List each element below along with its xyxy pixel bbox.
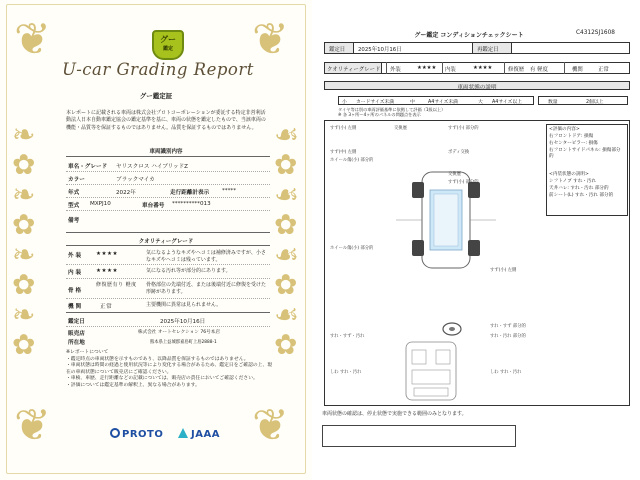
- frame-label: 骨 格: [68, 288, 82, 294]
- engine-value-sheet: 正常: [598, 67, 609, 73]
- callout-4: すず(中) 左側: [330, 150, 357, 155]
- appraisal-date-value: 2025年10月16日: [160, 319, 206, 325]
- repair-label: 修復歴: [508, 67, 525, 73]
- callout-12: すれ・汚れ 部分的: [490, 334, 526, 339]
- legend-a4: A4サイズ未満: [428, 100, 458, 105]
- engine-grade: 正常: [100, 304, 113, 310]
- legend-medium: 中: [410, 100, 415, 105]
- panel-line-4: 右フロントサイドパネル: 損傷部分的: [549, 148, 621, 160]
- sheet-id: C4312SJ1608: [576, 30, 615, 36]
- frame-number-label: 車台番号: [142, 203, 165, 209]
- date-value: 2025年10月16日: [358, 47, 402, 53]
- panel-line-3: 右センターピラー: 損傷: [549, 141, 598, 146]
- legend-large: 大: [478, 100, 483, 105]
- remarks-label: 備考: [68, 218, 80, 224]
- ornament-bottom-right-icon: ❦: [252, 400, 289, 451]
- exterior-desc: 気になるようなキズやヘコミは補修済みですが、小さなキズやヘコミは残っています。: [146, 250, 266, 263]
- year-label: 年式: [68, 190, 80, 196]
- date-label: 鑑定日: [329, 47, 346, 53]
- panel-line-9: 前シート(L) すれ・汚れ 部分的: [549, 193, 614, 198]
- frame-desc: 骨格部位の先端付近、または後端付近に修復を受けた形跡があります。: [146, 282, 267, 295]
- panel-line-6: <内装状態の説明>: [549, 172, 589, 177]
- legend-note-2: ※ 各 3ヶ所～4ヶ所のパネルの問題点を表示: [338, 112, 421, 117]
- sheet-title: グー鑑定 コンディションチェックシート: [414, 32, 524, 39]
- jaaa-logo: [178, 428, 220, 440]
- condition-title: 車両状態の説明: [457, 85, 497, 91]
- repair-value: 有 軽度: [530, 67, 548, 73]
- grading-certificate: [0, 0, 312, 480]
- callout-14: しわ すれ・汚れ: [330, 370, 362, 375]
- int-stars: ★★★★: [473, 65, 493, 71]
- year-value: 2022年: [116, 190, 136, 196]
- report-title: U-car Grading Report: [62, 60, 254, 79]
- proto-text: PROTO: [122, 429, 164, 440]
- int-label: 内装: [445, 67, 456, 73]
- ext-stars: ★★★★: [417, 65, 437, 71]
- name-label: 車名・グレード: [68, 164, 108, 170]
- note-2: ・車両状態は時間の経過と使用状況等により変化する場合があるため、鑑定日をご確認の上、現在の車両状態について販売店にご確認ください。: [66, 363, 273, 375]
- car-top-view-diagram: [386, 160, 506, 280]
- quality-section-title: クオリティーグレード: [138, 239, 194, 245]
- ornament-left-vine-icon: ❧ ✿ ❧ ✿ ❧ ✿ ❧ ✿: [12, 118, 36, 361]
- legend-note-1: タイヤ等は別の車両評価基準に依拠して評価（1級以上）: [338, 107, 446, 112]
- mileage-label: 走行距離計表示: [170, 190, 210, 196]
- interior-label: 内 装: [68, 270, 82, 276]
- ornament-top-right-icon: ❦: [252, 14, 289, 65]
- legend-card: カードサイズ未満: [356, 100, 394, 105]
- legend-a4plus: A4サイズ以上: [492, 100, 522, 105]
- signature-boxes: [322, 425, 516, 447]
- goo-appraisal-logo: [152, 30, 184, 60]
- quality-label: クオリティーグレード: [327, 67, 381, 73]
- engine-label: 機 関: [68, 304, 82, 310]
- report-notes: [66, 350, 276, 390]
- panel-line-2: 右フロントドア: 損傷: [549, 134, 594, 139]
- reappraisal-label: 再鑑定日: [477, 47, 499, 53]
- callout-5: ホイール傷(小) 部分的: [330, 158, 374, 163]
- engine-desc: 主要機関に異常は見られません。: [146, 302, 222, 308]
- ext-label: 外装: [390, 67, 401, 73]
- vehicle-section-title: 車両識別内容: [149, 149, 183, 155]
- name-value: ヤリスクロス ハイブリッドZ: [116, 164, 189, 170]
- callout-3: すず(小) 部分的: [448, 126, 479, 131]
- appraisal-date-label: 鑑定日: [68, 319, 85, 325]
- engine-label-sheet: 機関: [572, 67, 583, 73]
- callout-7: 交換歴: [448, 172, 461, 177]
- model-label: 型式: [68, 203, 80, 209]
- exterior-stars: ★★★★: [96, 251, 119, 257]
- color-label: カラー: [68, 177, 85, 183]
- address-label: 所在地: [68, 340, 85, 346]
- mileage-value: *****: [222, 188, 236, 194]
- certificate-heading: グー鑑定証: [139, 92, 173, 100]
- model-value: MXPJ10: [90, 201, 111, 207]
- notes-title: ※レポートについて: [66, 350, 109, 355]
- footer-note: 車両状態の確認は、停止状態で実施できる範囲のみとなります。: [322, 411, 467, 417]
- jaaa-text: JAAA: [191, 429, 220, 440]
- interior-desc: 気になる汚れ等が部分的にあります。: [146, 268, 231, 274]
- note-4: ・評価については鑑定基準の解釈上、異なる場合があります。: [66, 382, 200, 388]
- panel-line-8: 天井ハレ: すれ・汚れ 部分的: [549, 186, 609, 191]
- callout-15: しわ すれ・汚れ: [490, 370, 522, 375]
- ornament-top-left-icon: ❦: [14, 14, 51, 65]
- callout-6: ボディ交換: [448, 150, 470, 155]
- ornament-bottom-left-icon: ❦: [14, 400, 51, 451]
- logo-text: グー: [160, 35, 176, 44]
- frame-number-value: **********013: [172, 201, 211, 207]
- interior-stars: ★★★★: [96, 268, 119, 274]
- dealer-label: 販売店: [68, 331, 85, 337]
- car-interior-diagram: [396, 340, 466, 402]
- proto-ring-icon: [110, 428, 120, 438]
- condition-check-sheet: [316, 0, 640, 480]
- dealer-value: 株式会社 オートセレクション 76号本店: [138, 330, 220, 335]
- jaaa-mark-icon: [178, 428, 188, 438]
- callout-13: すれ・すず・汚れ: [330, 334, 365, 339]
- address-value: 熊本県上益城郡嘉島町上島2888-1: [150, 340, 217, 345]
- count-value: 2個以上: [586, 100, 604, 105]
- logo-sub: 鑑定: [162, 46, 173, 52]
- callout-2: 交換歴: [394, 126, 407, 131]
- steering-wheel-icon: [442, 322, 462, 336]
- note-3: ・車検、車歴、走行距離などの記載については、販売店の責任においてご確認ください。: [66, 376, 258, 382]
- note-1: ・鑑定時点の車両状態を示すものであり、以降品質を保証するものではありません。: [66, 356, 249, 362]
- callout-11: すれ・すず 部分的: [490, 324, 526, 329]
- frame-grade: 修復歴有り 軽度: [96, 282, 137, 288]
- exterior-label: 外 装: [68, 253, 82, 259]
- count-label: 数量: [548, 100, 558, 105]
- callout-10: すず(小) 左側: [490, 268, 517, 273]
- panel-line-7: シフトノブ すれ・汚れ: [549, 179, 597, 184]
- callout-8: すず(小) 部分的: [448, 180, 479, 185]
- panel-line-1: <評価の内容>: [549, 127, 580, 132]
- certificate-intro: 本レポートに記載される車両は株式会社プロトコーポレーションが委託する特定非営利活動法人日本自動車鑑定協会の鑑定基準を基に、車両の状態を鑑定したもので、当該車両の機能・品質等を保証するものではありません。品質を保証するものではありません。: [66, 110, 266, 131]
- callout-9: ホイール傷(小) 部分的: [330, 246, 374, 251]
- proto-logo: [110, 428, 163, 440]
- callout-1: すず(小) 左側: [330, 126, 357, 131]
- ornament-right-vine-icon: ☙ ✿ ☙ ✿ ☙ ✿ ☙ ✿: [274, 118, 300, 361]
- legend-small: 小: [342, 100, 347, 105]
- color-value: ブラックマイカ: [116, 177, 155, 183]
